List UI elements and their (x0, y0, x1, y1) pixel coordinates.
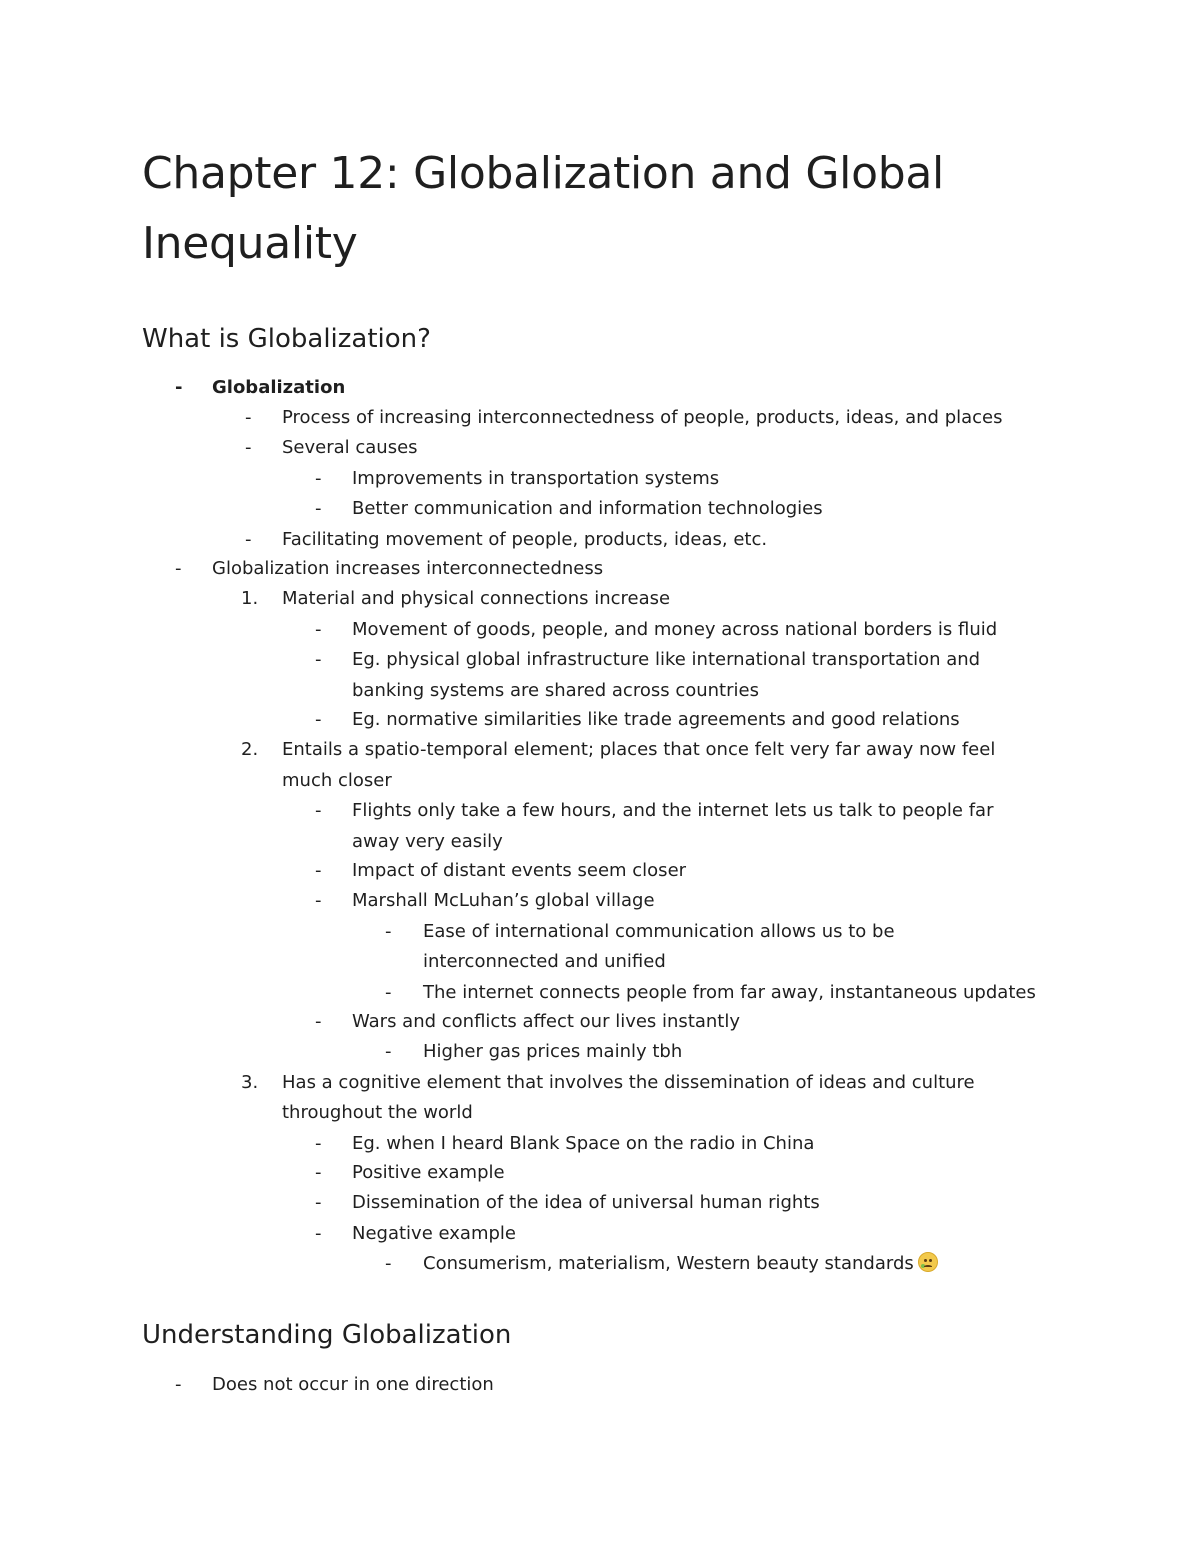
list-item-text: Several causes (282, 437, 418, 458)
list-item-text: Eg. when I heard Blank Space on the radio in China (352, 1133, 815, 1154)
list-item (423, 1252, 938, 1276)
list-item-text: Dissemination of the idea of universal human rights (352, 1192, 820, 1213)
list-item-text: Movement of goods, people, and money across national borders is fluid (352, 619, 998, 640)
list-item-text: interconnected and unified (423, 951, 666, 972)
list-item-text: Wars and conflicts affect our lives instantly (352, 1011, 741, 1032)
list-marker: - (385, 921, 392, 942)
list-marker: 1. (241, 588, 259, 609)
document-title-line-2: Inequality (142, 218, 358, 269)
list-marker: 3. (241, 1072, 259, 1093)
list-item (352, 859, 686, 883)
list-item (282, 528, 767, 552)
section-heading-what-is-globalization: What is Globalization? (142, 324, 431, 354)
list-item (282, 587, 670, 611)
list-item (282, 738, 995, 762)
list-marker: - (315, 860, 322, 881)
list-item (352, 497, 823, 521)
list-item-text: much closer (282, 770, 392, 791)
list-item-text: Marshall McLuhan’s global village (352, 890, 655, 911)
list-item (352, 467, 719, 491)
list-item-text: Ease of international communication allows us to be (423, 921, 895, 942)
section-heading-understanding-globalization: Understanding Globalization (142, 1320, 512, 1350)
list-item (282, 406, 1003, 430)
list-item-text: away very easily (352, 831, 503, 852)
list-marker: - (315, 1192, 322, 1213)
list-item (423, 981, 1036, 1005)
list-marker: - (315, 498, 322, 519)
list-item (352, 799, 993, 823)
list-item (212, 1373, 494, 1397)
list-item (282, 436, 418, 460)
list-marker: - (245, 437, 252, 458)
list-item-text: Globalization (212, 377, 346, 398)
list-marker: 2. (241, 739, 259, 760)
list-marker: - (385, 1041, 392, 1062)
list-item-text: Negative example (352, 1223, 516, 1244)
list-marker: - (315, 1133, 322, 1154)
list-marker: - (175, 558, 182, 579)
list-item (352, 679, 759, 703)
list-item-text: banking systems are shared across countries (352, 680, 759, 701)
list-marker: - (315, 649, 322, 670)
list-item (212, 557, 603, 581)
list-item-text: Consumerism, materialism, Western beauty standards (423, 1253, 914, 1274)
list-marker: - (315, 1223, 322, 1244)
list-item-text: Flights only take a few hours, and the internet lets us talk to people far (352, 800, 994, 821)
list-item-text: Facilitating movement of people, products, ideas, etc. (282, 529, 768, 550)
list-item-text: The internet connects people from far away, instantaneous updates (423, 982, 1036, 1003)
list-marker: - (315, 800, 322, 821)
list-item (352, 1132, 814, 1156)
list-item-text: Does not occur in one direction (212, 1374, 494, 1395)
list-item-text: Higher gas prices mainly tbh (423, 1041, 683, 1062)
list-item (352, 889, 655, 913)
list-marker: - (315, 1162, 322, 1183)
list-item (282, 1071, 975, 1095)
list-item-text: Entails a spatio-temporal element; places that once felt very far away now feel (282, 739, 996, 760)
list-marker: - (315, 619, 322, 640)
list-marker: - (385, 982, 392, 1003)
document-title-line-1: Chapter 12: Globalization and Global (142, 148, 944, 199)
nauseated-face-icon (918, 1252, 938, 1272)
list-item-text: throughout the world (282, 1102, 473, 1123)
list-item (282, 1101, 473, 1125)
list-item-text: Positive example (352, 1162, 505, 1183)
list-marker: - (315, 1011, 322, 1032)
list-item-text: Impact of distant events seem closer (352, 860, 687, 881)
list-item-text: Process of increasing interconnectedness of people, products, ideas, and places (282, 407, 1003, 428)
list-item-text: Eg. physical global infrastructure like international transportation and (352, 649, 981, 670)
list-item-text: Globalization increases interconnectedness (212, 558, 604, 579)
list-item (423, 950, 666, 974)
list-marker: - (315, 890, 322, 911)
list-item (212, 376, 345, 400)
list-item (282, 769, 392, 793)
list-item (352, 1010, 740, 1034)
list-item-text: Better communication and information technologies (352, 498, 823, 519)
list-item (352, 1191, 820, 1215)
list-item-text: Material and physical connections increase (282, 588, 671, 609)
list-marker: - (385, 1253, 392, 1274)
list-marker: - (315, 709, 322, 730)
list-marker: - (245, 529, 252, 550)
list-marker: - (175, 1374, 182, 1395)
list-marker: - (315, 468, 322, 489)
list-item (423, 1040, 682, 1064)
list-item (352, 648, 980, 672)
list-item-text: Eg. normative similarities like trade agreements and good relations (352, 709, 960, 730)
list-item-text: Improvements in transportation systems (352, 468, 720, 489)
list-item (352, 830, 503, 854)
list-marker: - (175, 377, 183, 398)
list-item (352, 708, 960, 732)
list-marker: - (245, 407, 252, 428)
list-item (352, 618, 997, 642)
list-item-text: Has a cognitive element that involves the dissemination of ideas and culture (282, 1072, 975, 1093)
list-item (352, 1222, 516, 1246)
list-item (352, 1161, 505, 1185)
list-item (423, 920, 895, 944)
